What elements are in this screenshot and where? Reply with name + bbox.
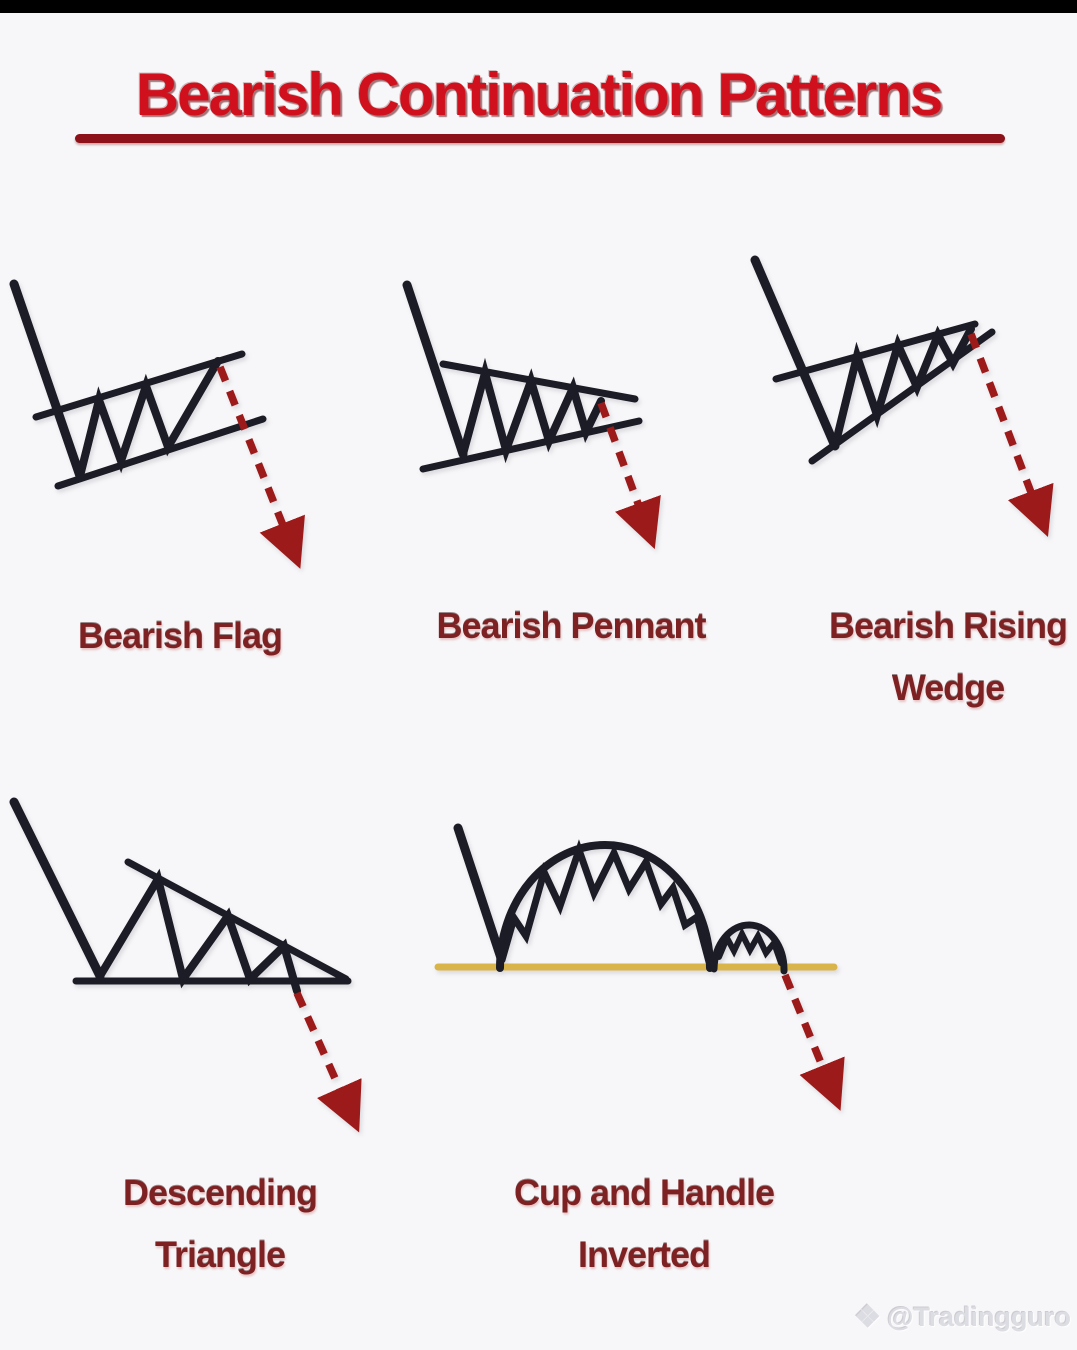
bearish-pennant-diagram [385,270,715,570]
breakdown-arrow [971,334,1040,516]
label-line: Inverted [577,1234,711,1275]
label-line: Bearish Pennant [436,605,706,646]
bearish-rising-wedge-diagram [720,250,1077,545]
downtrend-line [458,828,501,958]
pattern-label-cup-and-handle-inverted [494,1162,794,1286]
bearish-flag-diagram [0,270,340,600]
pattern-label-bearish-flag [20,605,340,667]
label-line: Descending [122,1172,318,1213]
label-line: Bearish Rising [828,605,1068,646]
top-bar [0,0,1077,13]
title-underline [75,134,1005,143]
watermark [854,1302,1071,1333]
breakdown-arrow [297,993,350,1112]
label-line: Triangle [154,1234,286,1275]
downtrend-line [755,260,835,446]
descending-triangle-diagram [0,790,380,1135]
label-line: Bearish Flag [77,615,283,656]
cup-and-handle-inverted-diagram [420,800,875,1135]
label-line: Wedge [891,667,1005,708]
label-line: Cup and Handle [513,1172,774,1213]
pattern-label-bearish-rising-wedge [798,595,1077,719]
pattern-label-descending-triangle [70,1162,370,1286]
price-zigzag [502,850,709,962]
four-diamonds-logo-icon: ❖ [854,1300,882,1334]
downtrend-line [14,802,100,976]
page-title: Bearish Continuation Patterns [135,61,942,128]
watermark-handle: @Tradingguro [887,1302,1071,1332]
breakdown-arrow [785,975,832,1090]
downtrend-line [14,284,80,476]
breakdown-arrow [220,367,292,548]
pattern-label-bearish-pennant [421,595,721,657]
